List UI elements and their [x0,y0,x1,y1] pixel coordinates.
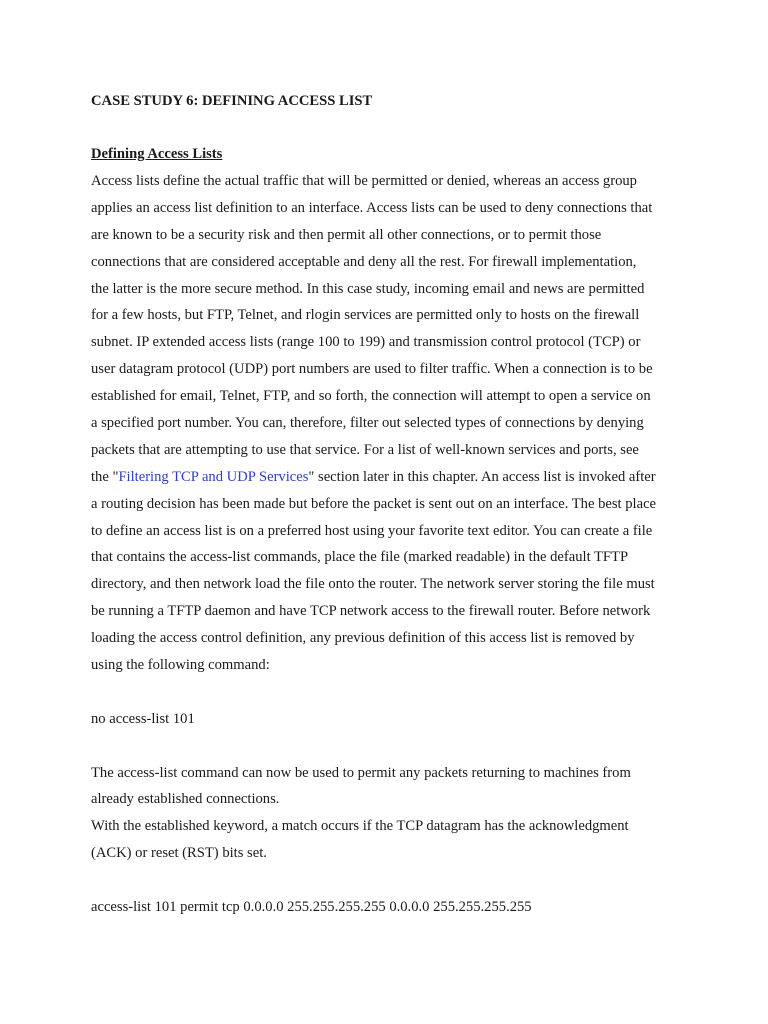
case-study-title: CASE STUDY 6: DEFINING ACCESS LIST [91,93,373,109]
blank-line [91,733,681,760]
link-prefix-text: the " [91,468,119,485]
command-access-list-permit: access-list 101 permit tcp 0.0.0.0 255.255.255.255 0.0.0.0 255.255.255.255 [91,899,532,916]
paragraph-line: With the established keyword, a match occurs if the TCP datagram has the acknowledgment [91,818,629,835]
paragraph-line: subnet. IP extended access lists (range 100 to 199) and transmission control protocol (TCP) or [91,334,641,351]
paragraph-line: user datagram protocol (UDP) port numbers are used to filter traffic. When a connection is to be [91,361,653,378]
paragraph-line: that contains the access-list commands, place the file (marked readable) in the default TFTP [91,549,629,566]
link-suffix-text: " section later in this chapter. An access list is invoked after [308,468,656,485]
paragraph-line: (ACK) or reset (RST) bits set. [91,845,267,862]
paragraph-line: to define an access list is on a preferred host using your favorite text editor. You can create a file [91,522,653,539]
paragraph-line-with-link [91,464,681,491]
paragraph-line: be running a TFTP daemon and have TCP network access to the firewall router. Before network [91,603,651,620]
paragraph-line: loading the access control definition, any previous definition of this access list is removed by [91,630,635,647]
blank-line [91,679,681,706]
blank-line [91,867,681,894]
paragraph-line: already established connections. [91,791,280,808]
paragraph-line: established for email, Telnet, FTP, and so forth, the connection will attempt to open a service on [91,388,651,405]
paragraph-line: The access-list command can now be used to permit any packets returning to machines from [91,764,631,781]
paragraph-line: directory, and then network load the file onto the router. The network server storing the file must [91,576,655,593]
document-content [91,88,681,921]
filtering-tcp-udp-services-link[interactable]: Filtering TCP and UDP Services [118,468,309,485]
paragraph-line: applies an access list definition to an interface. Access lists can be used to deny connections that [91,199,653,216]
paragraph-line: connections that are considered acceptable and deny all the rest. For firewall implementation, [91,253,637,270]
paragraph-line: using the following command: [91,657,270,674]
paragraph-access-lists [91,168,681,679]
paragraph-line: packets that are attempting to use that service. For a list of well-known services and ports, see [91,441,639,458]
section-heading: Defining Access Lists [91,146,223,162]
paragraph-line: the latter is the more secure method. In this case study, incoming email and news are permitted [91,280,645,297]
paragraph-established [91,760,681,868]
paragraph-line: are known to be a security risk and then permit all other connections, or to permit those [91,226,602,243]
paragraph-line: a specified port number. You can, therefore, filter out selected types of connections by denying [91,415,644,432]
paragraph-line: a routing decision has been made but before the packet is sent out on an interface. The best place [91,495,657,512]
paragraph-line: Access lists define the actual traffic that will be permitted or denied, whereas an access group [91,173,637,189]
command-no-access-list: no access-list 101 [91,710,195,727]
paragraph-line: for a few hosts, but FTP, Telnet, and rlogin services are permitted only to hosts on the firewall [91,307,640,324]
